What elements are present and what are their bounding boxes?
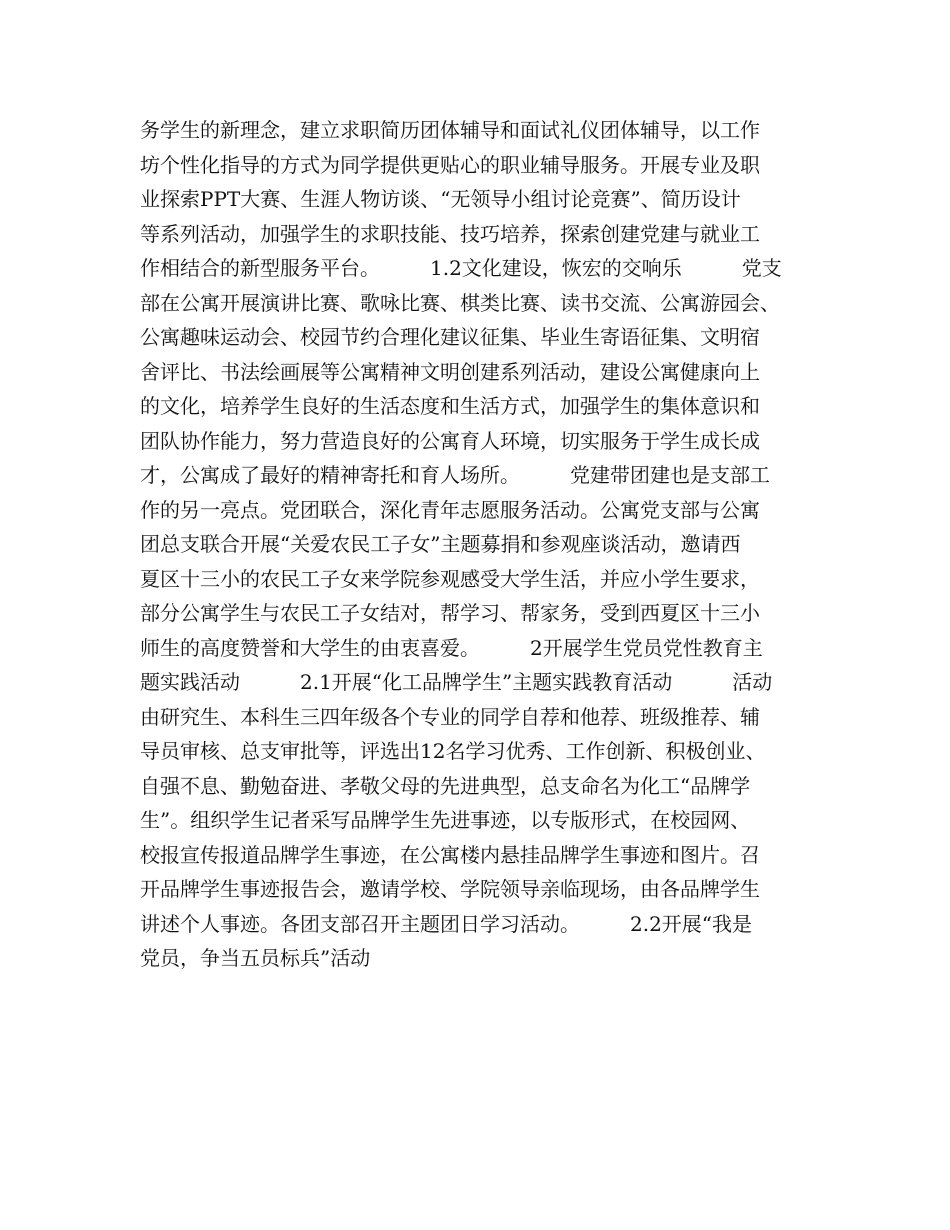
text-line: 团队协作能力，努力营造良好的公寓育人环境，切实服务于学生成长成 xyxy=(140,428,760,453)
body-text xyxy=(140,113,830,976)
text-line: 作相结合的新型服务平台。 1.2文化建设，恢宏的交响乐 党支 xyxy=(140,256,782,280)
text-line: 开品牌学生事迹报告会，邀请学校、学院领导亲临现场，由各品牌学生 xyxy=(140,877,760,901)
text-line: 的文化，培养学生良好的生活态度和生活方式，加强学生的集体意识和 xyxy=(140,394,760,418)
text-line: 导员审核、总支审批等，评选出12名学习优秀、工作创新、积极创业、 xyxy=(140,739,766,763)
text-line: 题实践活动 2.1开展“化工品牌学生”主题实践教育活动 活动 xyxy=(140,670,773,694)
text-line: 师生的高度赞誉和大学生的由衷喜爱。 2开展学生党员党性教育主 xyxy=(140,635,763,660)
text-line: 部在公寓开展演讲比赛、歌咏比赛、棋类比赛、读书交流、公寓游园会、 xyxy=(140,290,780,315)
text-line: 由研究生、本科生三四年级各个专业的同学自荐和他荐、班级推荐、辅 xyxy=(140,704,760,729)
text-line: 自强不息、勤勉奋进、孝敬父母的先进典型，总支命名为化工“品牌学 xyxy=(140,773,751,798)
text-line: 公寓趣味运动会、校园节约合理化建议征集、毕业生寄语征集、文明宿 xyxy=(140,325,760,349)
text-line: 党员，争当五员标兵”活动 xyxy=(140,946,371,970)
text-line: 舍评比、书法绘画展等公寓精神文明创建系列活动，建设公寓健康向上 xyxy=(140,359,760,384)
text-line: 讲述个人事迹。各团支部召开主题团日学习活动。 2.2开展“我是 xyxy=(140,911,753,936)
text-line: 团总支联合开展“关爱农民工子女”主题募捐和参观座谈活动，邀请西 xyxy=(140,532,741,556)
text-line: 夏区十三小的农民工子女来学院参观感受大学生活，并应小学生要求， xyxy=(140,566,760,591)
text-line: 才，公寓成了最好的精神寄托和育人场所。 党建带团建也是支部工 xyxy=(140,463,770,487)
text-line: 生”。组织学生记者采写品牌学生先进事迹，以专版形式，在校园网、 xyxy=(140,808,751,832)
text-line: 作的另一亮点。党团联合，深化青年志愿服务活动。公寓党支部与公寓 xyxy=(140,497,760,522)
text-line: 业探索PPT大赛、生涯人物访谈、“无领导小组讨论竞赛”、简历设计 xyxy=(140,187,741,211)
text-line: 务学生的新理念，建立求职简历团体辅导和面试礼仪团体辅导，以工作 xyxy=(140,118,760,142)
text-line: 部分公寓学生与农民工子女结对，帮学习、帮家务，受到西夏区十三小 xyxy=(140,601,760,625)
text-line: 坊个性化指导的方式为同学提供更贴心的职业辅导服务。开展专业及职 xyxy=(140,152,760,177)
text-line: 校报宣传报道品牌学生事迹，在公寓楼内悬挂品牌学生事迹和图片。召 xyxy=(140,842,760,867)
text-line: 等系列活动，加强学生的求职技能、技巧培养，探索创建党建与就业工 xyxy=(140,221,760,246)
